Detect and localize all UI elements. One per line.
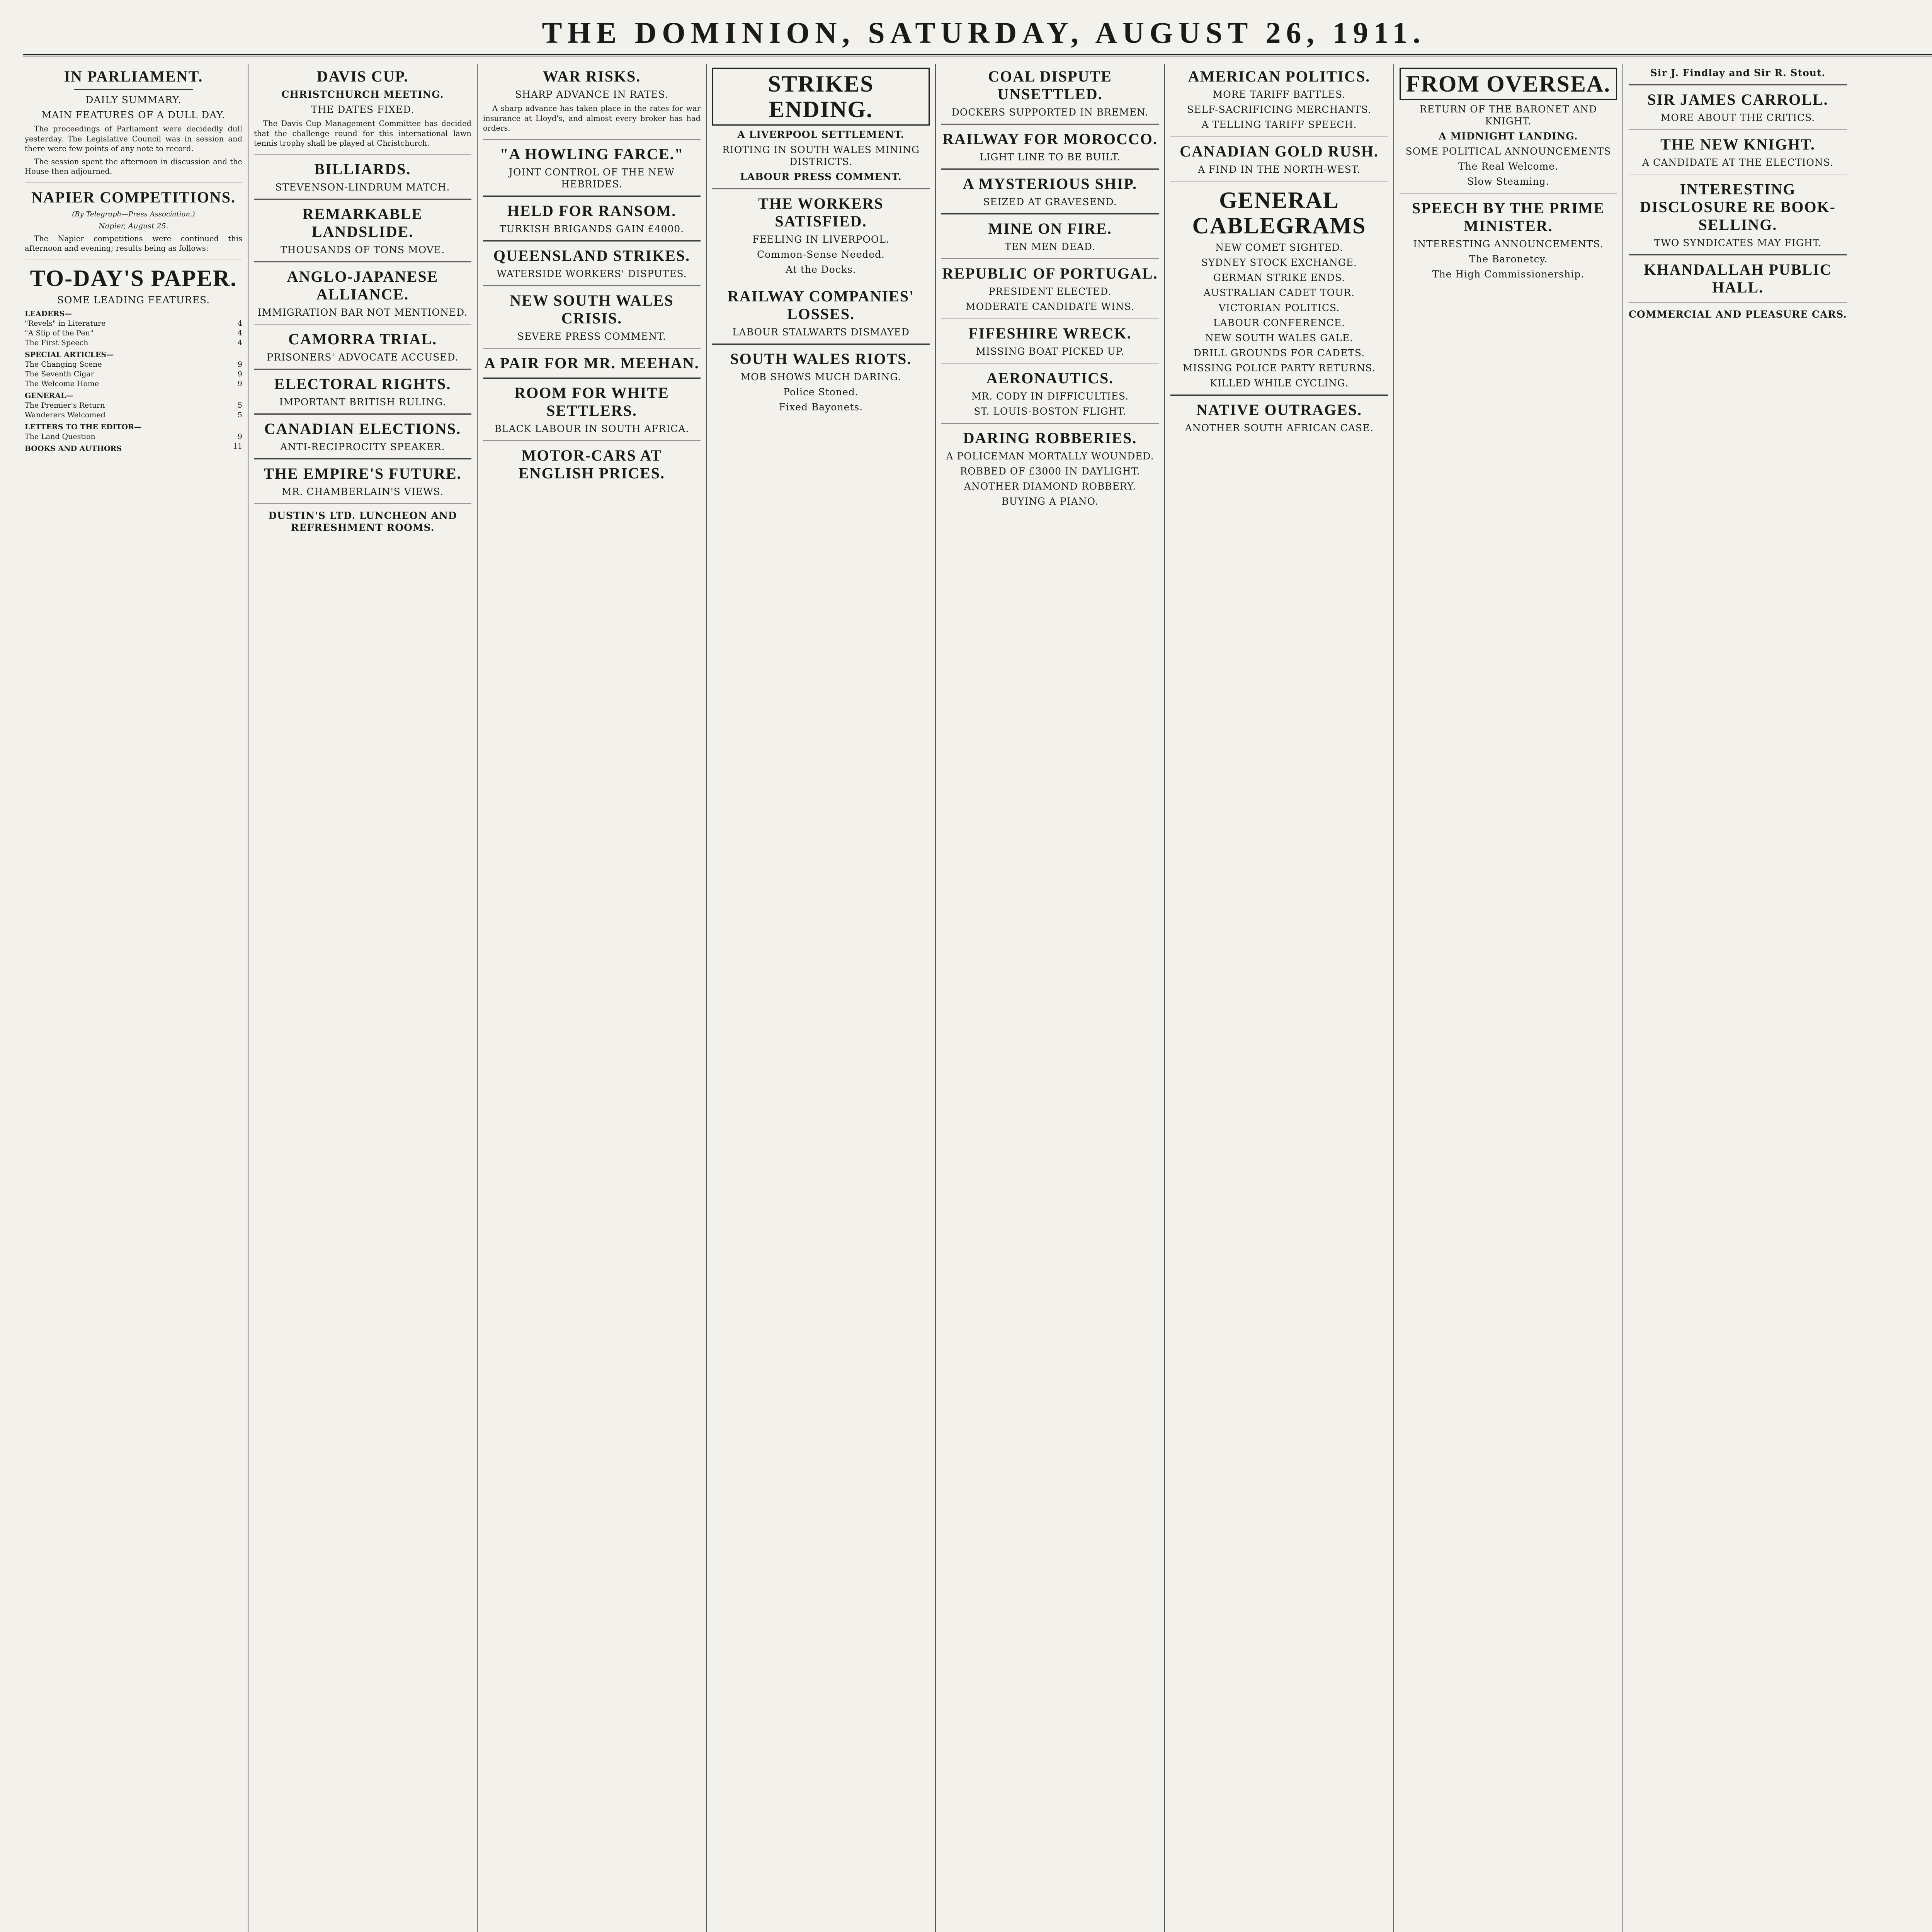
- empire-future-heading: THE EMPIRE'S FUTURE.: [264, 464, 462, 482]
- toc-title: The First Speech: [25, 338, 88, 347]
- toc-page: 5: [237, 401, 242, 410]
- press-byline: (By Telegraph—Press Association.): [72, 210, 195, 218]
- subheading: PRISONERS' ADVOCATE ACCUSED.: [267, 351, 459, 363]
- workers-heading: THE WORKERS SATISFIED.: [758, 195, 884, 230]
- subheading: A MIDNIGHT LANDING.: [1439, 131, 1578, 142]
- toc-title: The Premier's Return: [25, 401, 105, 410]
- toc-section-label: SPECIAL ARTICLES—: [25, 350, 114, 359]
- article-paragraph: The Napier competitions were continued this afternoon and evening; results being as follows:: [25, 234, 242, 253]
- pair-heading: A PAIR FOR MR. MEEHAN.: [484, 354, 699, 372]
- subheading: MISSING POLICE PARTY RETURNS.: [1183, 362, 1376, 374]
- section-divider: [1629, 174, 1847, 175]
- electoral-heading: ELECTORAL RIGHTS.: [274, 375, 451, 393]
- subheading: The Real Welcome.: [1458, 161, 1558, 172]
- subheading: FEELING IN LIVERPOOL.: [752, 234, 889, 245]
- carroll-heading: SIR JAMES CARROLL.: [1647, 91, 1828, 108]
- white-settlers-heading: ROOM FOR WHITE SETTLERS.: [514, 384, 669, 419]
- daily-summary-heading: DAILY SUMMARY.: [85, 94, 182, 105]
- subheading: JOINT CONTROL OF THE NEW HEBRIDES.: [509, 166, 675, 190]
- from-oversea-heading: FROM OVERSEA.: [1400, 68, 1617, 100]
- subheading: LABOUR PRESS COMMENT.: [740, 171, 902, 182]
- subheading: SELF-SACRIFICING MERCHANTS.: [1187, 104, 1372, 115]
- south-wales-heading: SOUTH WALES RIOTS.: [730, 350, 912, 367]
- subheading: SEIZED AT GRAVESEND.: [983, 196, 1117, 207]
- dateline: Napier, August 25.: [99, 222, 168, 230]
- subheading: SYDNEY STOCK EXCHANGE.: [1201, 257, 1357, 268]
- subheading: LABOUR CONFERENCE.: [1213, 317, 1345, 328]
- subheading: MR. CHAMBERLAIN'S VIEWS.: [282, 486, 444, 497]
- toc-section-label: LEADERS—: [25, 309, 72, 318]
- section-divider: [483, 440, 701, 441]
- section-divider: [254, 458, 471, 459]
- toc-title: "A Slip of the Pen": [25, 328, 94, 337]
- canadian-elections-heading: CANADIAN ELECTIONS.: [264, 420, 461, 437]
- article-paragraph: The proceedings of Parliament were decidedly dull yesterday. The Legislative Council was in session and there were few points of any note to record.: [25, 124, 242, 153]
- subheading: ANTI-RECIPROCITY SPEAKER.: [280, 441, 445, 452]
- subheading: MISSING BOAT PICKED UP.: [976, 346, 1124, 357]
- railway-losses-heading: RAILWAY COMPANIES' LOSSES.: [727, 287, 915, 323]
- subheading: Police Stoned.: [783, 386, 859, 398]
- toc-row: [25, 338, 242, 348]
- subheading: GERMAN STRIKE ENDS.: [1213, 272, 1345, 283]
- subheading: TWO SYNDICATES MAY FIGHT.: [1654, 237, 1822, 248]
- toc-title: BOOKS AND AUTHORS: [25, 444, 122, 453]
- strikes-ending-heading: STRIKES ENDING.: [712, 68, 930, 126]
- subheading: At the Docks.: [786, 264, 856, 275]
- subheading: DRILL GROUNDS FOR CADETS.: [1193, 347, 1365, 359]
- toc-page: 5: [237, 410, 242, 419]
- section-divider: [254, 503, 471, 504]
- subheading: ANOTHER DIAMOND ROBBERY.: [964, 481, 1136, 492]
- section-divider: [254, 324, 471, 325]
- billiards-heading: BILLIARDS.: [314, 160, 411, 178]
- section-divider: [941, 213, 1159, 214]
- section-divider: [941, 168, 1159, 170]
- advertisement: DUSTIN'S LTD. LUNCHEON AND REFRESHMENT ROOMS.: [268, 510, 457, 533]
- landslide-heading: REMARKABLE LANDSLIDE.: [302, 205, 423, 240]
- subheading: BLACK LABOUR IN SOUTH AFRICA.: [494, 423, 689, 434]
- toc-row: [25, 442, 242, 454]
- subheading: The High Commissionership.: [1432, 269, 1585, 280]
- general-cablegrams-heading: GENERAL CABLEGRAMS: [1192, 187, 1366, 238]
- section-divider: [254, 154, 471, 155]
- subheading: ROBBED OF £3000 IN DAYLIGHT.: [960, 466, 1140, 477]
- section-divider: [1170, 395, 1388, 396]
- section-divider: [712, 344, 930, 345]
- advertisement: COMMERCIAL AND PLEASURE CARS.: [1629, 309, 1847, 320]
- section-divider: [1629, 129, 1847, 130]
- toc-page: 9: [237, 432, 242, 441]
- toc-page: 9: [237, 369, 242, 378]
- subheading: The Baronetcy.: [1469, 253, 1548, 265]
- toc-title: The Seventh Cigar: [25, 369, 94, 378]
- section-divider: [941, 258, 1159, 259]
- toc-page: 11: [233, 442, 242, 451]
- queensland-heading: QUEENSLAND STRIKES.: [493, 247, 690, 264]
- davis-cup-heading: DAVIS CUP.: [316, 68, 409, 85]
- war-risks-heading: WAR RISKS.: [543, 68, 641, 85]
- subheading: Slow Steaming.: [1467, 176, 1549, 187]
- page-columns: [19, 64, 1932, 1932]
- mine-fire-heading: MINE ON FIRE.: [988, 220, 1112, 237]
- motor-cars-heading: MOTOR-CARS AT ENGLISH PRICES.: [519, 446, 665, 482]
- subheading: IMMIGRATION BAR NOT MENTIONED.: [257, 306, 468, 318]
- toc-page: 4: [237, 338, 242, 347]
- section-divider: [1170, 181, 1388, 182]
- toc-section-label: GENERAL—: [25, 391, 73, 400]
- article-paragraph: The session spent the afternoon in discussion and the House then adjourned.: [25, 157, 242, 176]
- section-divider: [712, 281, 930, 282]
- divider: [74, 89, 194, 90]
- leading-features-heading: SOME LEADING FEATURES.: [57, 294, 210, 306]
- subheading: MODERATE CANDIDATE WINS.: [966, 301, 1134, 312]
- gold-rush-heading: CANADIAN GOLD RUSH.: [1180, 143, 1379, 160]
- subheading: IMPORTANT BRITISH RULING.: [279, 396, 446, 408]
- toc-row: [25, 360, 242, 369]
- toc-row: [25, 410, 242, 420]
- american-politics-heading: AMERICAN POLITICS.: [1188, 68, 1371, 85]
- toc-page: 4: [237, 319, 242, 328]
- toc-row: [25, 432, 242, 442]
- subheading: CHRISTCHURCH MEETING.: [281, 89, 444, 100]
- subheading: THOUSANDS OF TONS MOVE.: [280, 244, 445, 255]
- toc-title: The Welcome Home: [25, 379, 99, 388]
- aeronautics-heading: AERONAUTICS.: [986, 369, 1114, 387]
- subheading: RIOTING IN SOUTH WALES MINING DISTRICTS.: [722, 144, 920, 167]
- column-5: [936, 64, 1165, 1932]
- section-divider: [483, 378, 701, 379]
- toc-page: 9: [237, 360, 242, 369]
- fifeshire-heading: FIFESHIRE WRECK.: [968, 325, 1132, 342]
- section-divider: [254, 413, 471, 415]
- anglo-japanese-heading: ANGLO-JAPANESE ALLIANCE.: [287, 267, 439, 303]
- section-divider: [483, 348, 701, 349]
- section-divider: [483, 285, 701, 286]
- subheading: ANOTHER SOUTH AFRICAN CASE.: [1185, 422, 1374, 434]
- subheading: SOME POLITICAL ANNOUNCEMENTS: [1405, 146, 1611, 157]
- prime-minister-speech-heading: SPEECH BY THE PRIME MINISTER.: [1412, 199, 1605, 235]
- subheading: NEW COMET SIGHTED.: [1215, 242, 1343, 253]
- toc-title: Wanderers Welcomed: [25, 410, 105, 419]
- subheading: Common-Sense Needed.: [757, 249, 885, 260]
- subheading: MR. CODY IN DIFFICULTIES.: [971, 391, 1129, 402]
- section-divider: [941, 124, 1159, 125]
- subheading: WATERSIDE WORKERS' DISPUTES.: [497, 268, 687, 279]
- subheading: LABOUR STALWARTS DISMAYED: [732, 327, 910, 338]
- subheading: TURKISH BRIGANDS GAIN £4000.: [499, 223, 684, 235]
- section-divider: [254, 199, 471, 200]
- napier-heading: NAPIER COMPETITIONS.: [31, 188, 236, 206]
- subheading: ST. LOUIS-BOSTON FLIGHT.: [974, 406, 1126, 417]
- parliament-heading: IN PARLIAMENT.: [64, 68, 203, 85]
- section-divider: [941, 423, 1159, 424]
- subheading: STEVENSON-LINDRUM MATCH.: [275, 181, 450, 193]
- subheading: BUYING A PIANO.: [1002, 496, 1099, 507]
- toc-row: [25, 328, 242, 338]
- railway-morocco-heading: RAILWAY FOR MOROCCO.: [942, 130, 1158, 148]
- column-4: [707, 64, 936, 1932]
- subheading: SHARP ADVANCE IN RATES.: [515, 89, 669, 100]
- subheading: SEVERE PRESS COMMENT.: [517, 330, 667, 342]
- masthead: [23, 12, 1932, 56]
- book-selling-heading: INTERESTING DISCLOSURE RE BOOK-SELLING.: [1640, 180, 1836, 233]
- held-ransom-heading: HELD FOR RANSOM.: [507, 202, 677, 219]
- subheading: A TELLING TARIFF SPEECH.: [1201, 119, 1357, 130]
- toc-row: [25, 369, 242, 379]
- subheading: A LIVERPOOL SETTLEMENT.: [737, 129, 905, 140]
- khandallah-heading: KHANDALLAH PUBLIC HALL.: [1644, 261, 1832, 296]
- section-divider: [25, 182, 242, 183]
- column-6: [1165, 64, 1394, 1932]
- newspaper-title: THE DOMINION, SATURDAY, AUGUST 26, 1911.: [542, 16, 1426, 49]
- toc-row: [25, 379, 242, 389]
- toc-row: [25, 401, 242, 410]
- column-3: [478, 64, 707, 1932]
- subheading: AUSTRALIAN CADET TOUR.: [1203, 287, 1355, 298]
- subheading: LIGHT LINE TO BE BUILT.: [980, 151, 1121, 163]
- section-divider: [941, 363, 1159, 364]
- article-paragraph: A sharp advance has taken place in the rates for war insurance at Lloyd's, and almost every broker has had orders.: [483, 104, 701, 133]
- subheading: PRESIDENT ELECTED.: [988, 286, 1112, 297]
- subheading: DOCKERS SUPPORTED IN BREMEN.: [951, 107, 1149, 118]
- toc-row: [25, 319, 242, 328]
- column-7: [1394, 64, 1623, 1932]
- daring-robberies-heading: DARING ROBBERIES.: [963, 429, 1137, 447]
- section-divider: [254, 369, 471, 370]
- subheading: A POLICEMAN MORTALLY WOUNDED.: [946, 451, 1154, 462]
- column-1: [19, 64, 248, 1932]
- section-divider: [254, 261, 471, 262]
- todays-paper-heading: TO-DAY'S PAPER.: [30, 265, 237, 291]
- subheading: THE DATES FIXED.: [311, 104, 415, 115]
- toc-page: 9: [237, 379, 242, 388]
- section-divider: [483, 139, 701, 140]
- main-features-heading: MAIN FEATURES OF A DULL DAY.: [41, 109, 226, 121]
- article-paragraph: The Davis Cup Management Committee has decided that the challenge round for this international lawn tennis trophy shall be played at Christchurch.: [254, 119, 471, 148]
- coal-heading: COAL DISPUTE UNSETTLED.: [988, 68, 1112, 103]
- subheading: NEW SOUTH WALES GALE.: [1205, 332, 1354, 344]
- column-8: [1623, 64, 1852, 1932]
- section-divider: [1400, 193, 1617, 194]
- contents-list: [25, 309, 242, 454]
- toc-section-label: LETTERS TO THE EDITOR—: [25, 422, 141, 431]
- howling-farce-heading: "A HOWLING FARCE.": [500, 145, 684, 163]
- nsw-crisis-heading: NEW SOUTH WALES CRISIS.: [510, 291, 674, 327]
- section-divider: [483, 196, 701, 197]
- subheading: KILLED WHILE CYCLING.: [1210, 378, 1349, 389]
- subheading: Sir J. Findlay and Sir R. Stout.: [1650, 67, 1826, 78]
- section-divider: [941, 318, 1159, 319]
- subheading: RETURN OF THE BARONET AND KNIGHT.: [1419, 104, 1597, 127]
- section-divider: [712, 188, 930, 189]
- new-knight-heading: THE NEW KNIGHT.: [1660, 136, 1815, 153]
- section-divider: [25, 259, 242, 260]
- subheading: TEN MEN DEAD.: [1005, 241, 1095, 252]
- subheading: INTERESTING ANNOUNCEMENTS.: [1413, 238, 1604, 250]
- subheading: MORE TARIFF BATTLES.: [1213, 89, 1346, 100]
- subheading: MOB SHOWS MUCH DARING.: [740, 371, 901, 383]
- toc-title: The Land Question: [25, 432, 95, 441]
- subheading: Fixed Bayonets.: [779, 401, 863, 413]
- section-divider: [1170, 136, 1388, 137]
- subheading: MORE ABOUT THE CRITICS.: [1660, 112, 1815, 123]
- native-outrages-heading: NATIVE OUTRAGES.: [1196, 401, 1362, 418]
- section-divider: [1629, 254, 1847, 255]
- section-divider: [1629, 84, 1847, 85]
- section-divider: [483, 240, 701, 242]
- mysterious-ship-heading: A MYSTERIOUS SHIP.: [963, 175, 1138, 192]
- toc-title: "Revels" in Literature: [25, 319, 106, 328]
- subheading: VICTORIAN POLITICS.: [1218, 302, 1340, 313]
- section-divider: [1629, 302, 1847, 303]
- subheading: A FIND IN THE NORTH-WEST.: [1198, 164, 1361, 175]
- toc-page: 4: [237, 328, 242, 337]
- column-2: [248, 64, 478, 1932]
- subheading: A CANDIDATE AT THE ELECTIONS.: [1642, 157, 1833, 168]
- toc-title: The Changing Scene: [25, 360, 102, 369]
- portugal-heading: REPUBLIC OF PORTUGAL.: [942, 265, 1158, 282]
- camorra-heading: CAMORRA TRIAL.: [288, 330, 437, 348]
